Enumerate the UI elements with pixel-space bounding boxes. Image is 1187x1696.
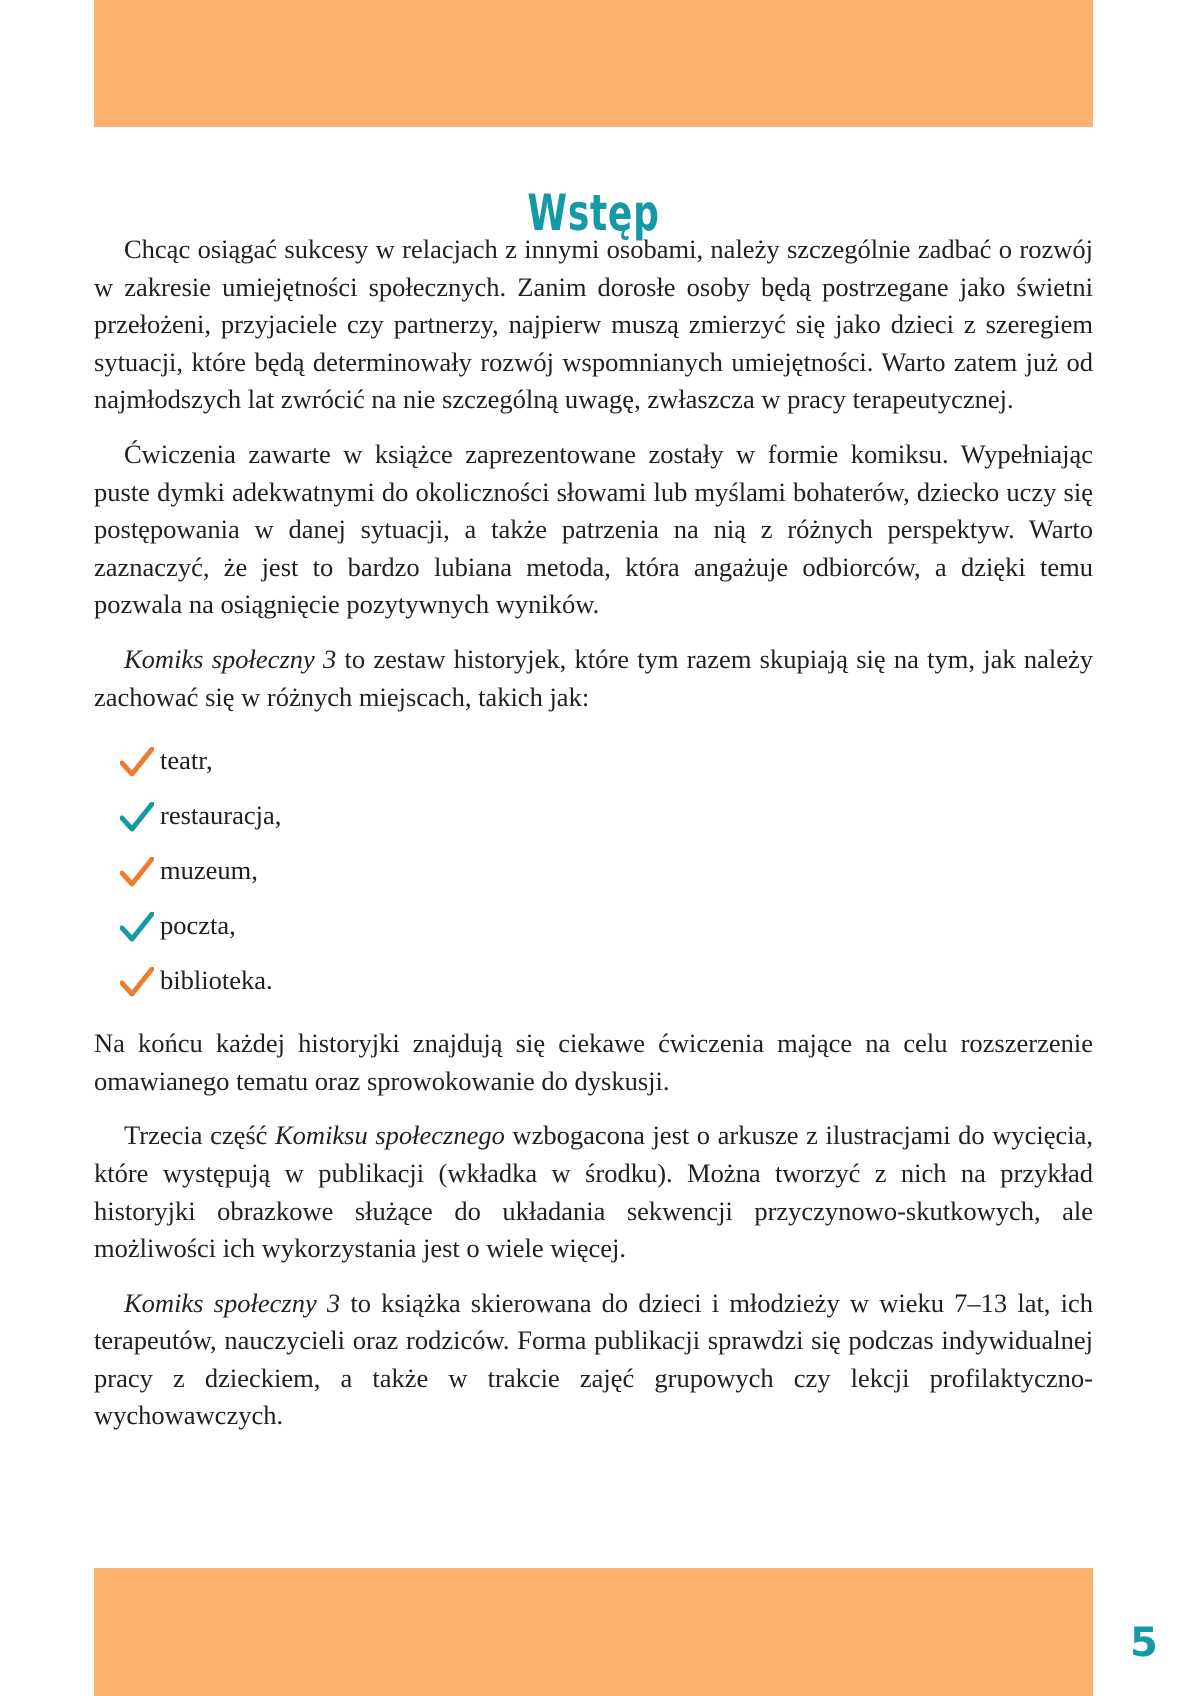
list-item xyxy=(94,788,1093,843)
book-title-italic: Komiksu społecznego xyxy=(275,1120,505,1151)
top-decorative-band xyxy=(94,0,1093,127)
paragraph-third-part-before: Trzecia część xyxy=(124,1120,275,1151)
paragraph-places-text: to zestaw historyjek, które tym razem skupiają się na tym, jak należy zachować się w różnych miejscach, takich jak: xyxy=(94,643,1093,712)
check-orange-icon xyxy=(120,857,154,887)
book-title-italic: Komiks społeczny 3 xyxy=(124,1287,341,1318)
list-item-label: muzeum, xyxy=(160,855,258,886)
list-item-label: biblioteka. xyxy=(160,965,273,996)
bottom-decorative-band xyxy=(94,1568,1093,1696)
list-item-label: poczta, xyxy=(160,910,236,941)
list-item xyxy=(94,733,1093,788)
paragraph-audience-text: to książka skierowana do dzieci i młodzieży w wieku 7–13 lat, ich terapeutów, nauczycieli oraz rodziców. Forma publikacji sprawdzi się podczas indywidualnej pracy z dzieckiem, a także w trakcie zajęć grupowych czy lekcji profilaktyczno-wychowawczych. xyxy=(94,1287,1093,1431)
check-teal-icon xyxy=(120,912,154,942)
list-item xyxy=(94,843,1093,898)
list-item-label: teatr, xyxy=(160,745,213,776)
body-text xyxy=(94,231,1093,1452)
page-title: Wstęp xyxy=(527,183,660,242)
list-item-label: restauracja, xyxy=(160,800,282,831)
book-title-italic: Komiks społeczny 3 xyxy=(124,643,337,674)
paragraph-places-intro xyxy=(94,641,1093,716)
paragraph-third-part-after: wzbogacona jest o arkusze z ilustracjami do wycięcia, które występują w publikacji (wkładka w środku). Można tworzyć z nich na przykład historyjki obrazkowe służące do układania sekwencji przyczynowo-skutkowych, ale możliwości ich wykorzystania jest o wiele więcej. xyxy=(94,1120,1093,1264)
list-item xyxy=(94,953,1093,1008)
paragraph-third-part xyxy=(94,1117,1093,1267)
paragraph-exercises-end: Na końcu każdej historyjki znajdują się ciekawe ćwiczenia mające na celu rozszerzenie omawianego tematu oraz sprowokowanie do dyskusji. xyxy=(94,1028,1093,1096)
paragraph-intro: Chcąc osiągać sukcesy w relacjach z innymi osobami, należy szczególnie zadbać o rozwój w zakresie umiejętności społecznych. Zanim dorosłe osoby będą postrzegane jako świetni przełożeni, przyjaciele czy partnerzy, najpierw muszą zmierzyć się jako dzieci z szeregiem sytuacji, które będą determinowały rozwój wspomnianych umiejętności. Warto zatem już od najmłodszych lat zwrócić na nie szczególną uwagę, zwłaszcza w pracy terapeutycznej. xyxy=(94,234,1093,415)
list-item xyxy=(94,898,1093,953)
paragraph-audience xyxy=(94,1285,1093,1435)
check-orange-icon xyxy=(120,967,154,997)
check-orange-icon xyxy=(120,747,154,777)
places-list xyxy=(94,733,1093,1008)
check-teal-icon xyxy=(120,802,154,832)
paragraph-exercises: Ćwiczenia zawarte w książce zaprezentowane zostały w formie komiksu. Wypełniając puste dymki adekwatnymi do okoliczności słowami lub myślami bohaterów, dziecko uczy się postępowania w danej sytuacji, a także patrzenia na nią z różnych perspektyw. Warto zaznaczyć, że jest to bardzo lubiana metoda, która angażuje odbiorców, a dzięki temu pozwala na osiągnięcie pozytywnych wyników. xyxy=(94,438,1093,620)
page-number: 5 xyxy=(1130,1620,1158,1666)
